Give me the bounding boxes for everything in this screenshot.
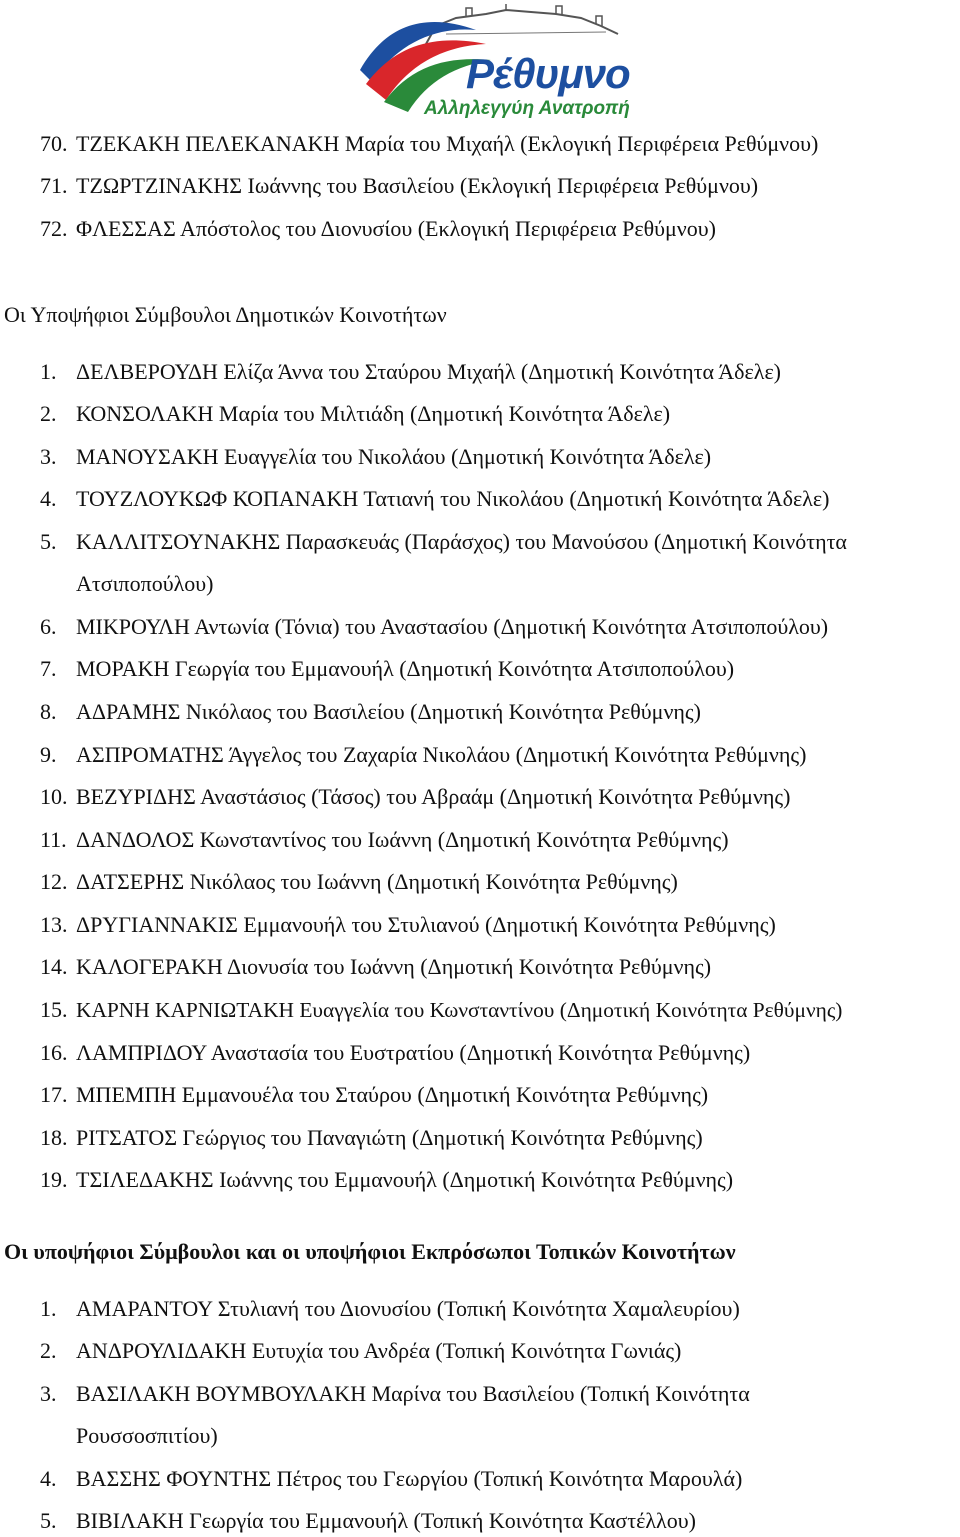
section-heading-local: Οι υποψήφιοι Σύμβουλοι και οι υποψήφιοι Εκπρόσωποι Τοπικών Κοινοτήτων — [4, 1239, 736, 1264]
logo-wordmark: Ρέθυμνο — [466, 50, 630, 97]
section-heading-municipal: Οι Υποψήφιοι Σύμβουλοι Δημοτικών Κοινοτήτων — [4, 302, 447, 327]
party-logo — [356, 4, 638, 122]
logo-tagline: Αλληλεγγύη Ανατροπή — [424, 98, 630, 119]
list-item-continuation: Ατσιποπούλου) — [76, 571, 214, 596]
list-item-continuation: Ρουσσοσπιτίου) — [76, 1423, 218, 1448]
